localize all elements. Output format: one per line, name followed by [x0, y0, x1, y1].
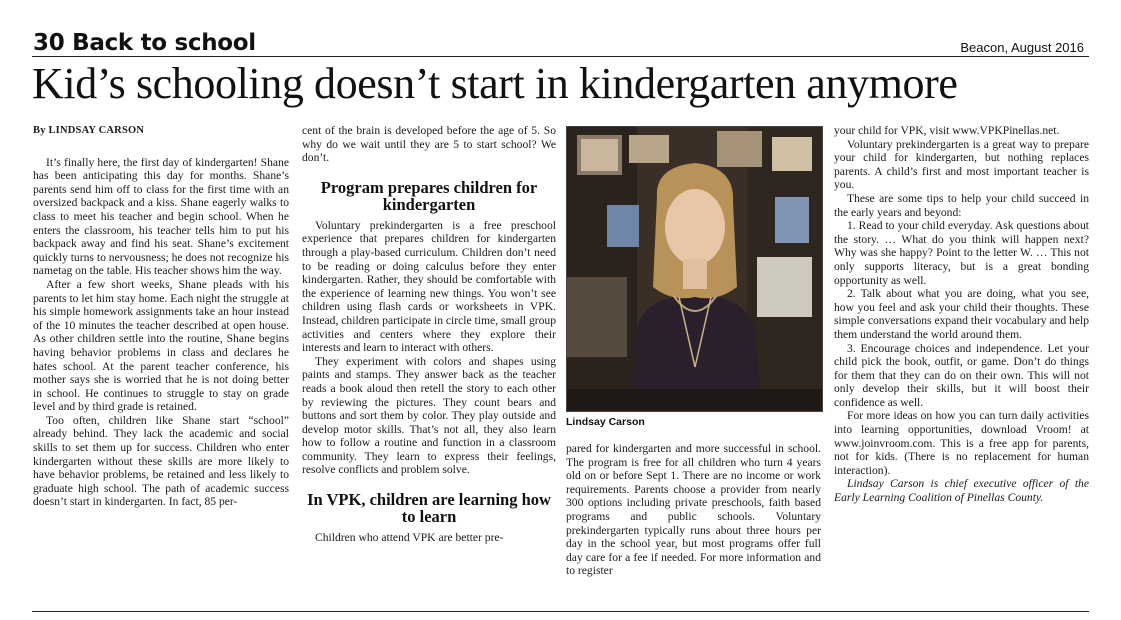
- paragraph: For more ideas on how you can turn daily activities into learning opportunities, download Vroom! at www.joinvroom.com. This is a free app for parents, not for kids. (There is no replacement for human interaction).: [834, 409, 1089, 477]
- paragraph: 1. Read to your child everyday. Ask questions about the story. … What do you think will happen next? Why was she happy? Point to the letter W. … This not only supports literacy, but is a great bonding opportunity as well.: [834, 219, 1089, 287]
- paragraph: pared for kindergarten and more successful in school. The program is free for all children who turn 4 years old on or before Sept 1. There are no income or work requirements. Parents choose a provider from nearly 300 options including private preschools, faith based programs and public schools. Voluntary prekindergarten typically runs about three hours per day in the school year, but most programs offer full day care for a fee if needed. For more information and to register: [566, 442, 821, 578]
- column-4: [834, 124, 1089, 505]
- paragraph: cent of the brain is developed before the age of 5. So why do we wait until they are 5 to start school? We don’t.: [302, 124, 556, 165]
- column-2: [302, 124, 556, 545]
- paragraph: It’s finally here, the first day of kindergarten! Shane has been anticipating this day for months. Shane’s parents send him off to class for the first time with an oversized backpack and a kiss. Shane eagerly walks to class to meet his teacher and begin school. When he enters the classroom, his teacher tells him to put his backpack away and find his seat. Shane’s excitement quickly turns to nervousness; he does not recognize his nametag on the table. His teacher shows him the way.: [33, 155, 289, 278]
- paragraph: Children who attend VPK are better pre-: [315, 531, 504, 545]
- paragraph: After a few short weeks, Shane pleads with his parents to let him stay home. Each night the struggle at his simple homework assignments take an hour instead of the 10 minutes the teacher described at open house. As other children settle into the routine, Shane begins having behavior problems in class and declares he hates school. At the parent teacher conference, his mother says she is worried that he is not doing better in school. He continues to struggle to stay on grade level and by third grade is retained.: [33, 277, 289, 414]
- paragraph: 2. Talk about what you are doing, what you see, how you feel and ask your child their thoughts. These simple conversations expand their vocabulary and help them understand the world around them.: [834, 287, 1089, 341]
- paragraph: Voluntary prekindergarten is a great way to prepare your child for kindergarten, but nothing replaces parents. A child’s first and most important teacher is you.: [834, 137, 1089, 192]
- top-rule: [32, 56, 1089, 57]
- headline: Kid’s schooling doesn’t start in kindergarten anymore: [32, 59, 958, 108]
- issue-date: Beacon, August 2016: [960, 40, 1084, 55]
- author-photo: [566, 126, 823, 412]
- subhead-program: Program prepares children for kindergarten: [320, 177, 538, 214]
- paragraph: Voluntary prekindergarten is a free preschool experience that prepares children for kindergarten through a play-based curriculum. Children don’t need to be reading or doing calculus before they enter kindergarten. Rather, they should be comfortable with the experience of learning new things. You won’t see children using flash cards or worksheets in VPK. Instead, children participate in circle time, small group activities and centers where they explore their interests and learn to interact with others.: [302, 218, 557, 355]
- byline: By LINDSAY CARSON: [33, 125, 145, 136]
- column-3: [566, 442, 821, 578]
- section-label: 30 Back to school: [33, 30, 256, 56]
- subhead-vpk: In VPK, children are learning how to learn: [307, 490, 551, 527]
- paragraph: 3. Encourage choices and independence. Let your child pick the book, outfit, or game. Don’t do things for them that they can do on their own. This will not only develop their skills, but it will boost their confidence as well.: [834, 341, 1089, 409]
- paragraph: They experiment with colors and shapes using paints and stamps. They answer back as the teacher reads a book aloud then retell the story to each other by reviewing the pictures. They count bears and buttons and sort them by color. They play outside and develop motor skills. That’s not all, they also learn how to follow a routine and function in a classroom community. They learn to express their feelings, resolve conflicts and problem solve.: [302, 354, 556, 477]
- paragraph: These are some tips to help your child succeed in the early years and beyond:: [834, 191, 1089, 219]
- portrait-illustration: [567, 127, 822, 411]
- bottom-rule: [32, 611, 1089, 612]
- photo-caption: Lindsay Carson: [566, 416, 645, 428]
- author-bio: Lindsay Carson is chief executive officer of the Early Learning Coalition of Pinellas County.: [834, 477, 1089, 505]
- paragraph: your child for VPK, visit www.VPKPinellas.net.: [834, 124, 1060, 137]
- column-1: [33, 124, 289, 509]
- paragraph: Too often, children like Shane start “school” already behind. They lack the academic and social skills to set them up for success. Children who enter kindergarten without these skills are more likely to have behavior problems, be retained and less likely to graduate high school. The path of academic success doesn’t start in kindergarten. In fact, 85 per-: [33, 413, 289, 509]
